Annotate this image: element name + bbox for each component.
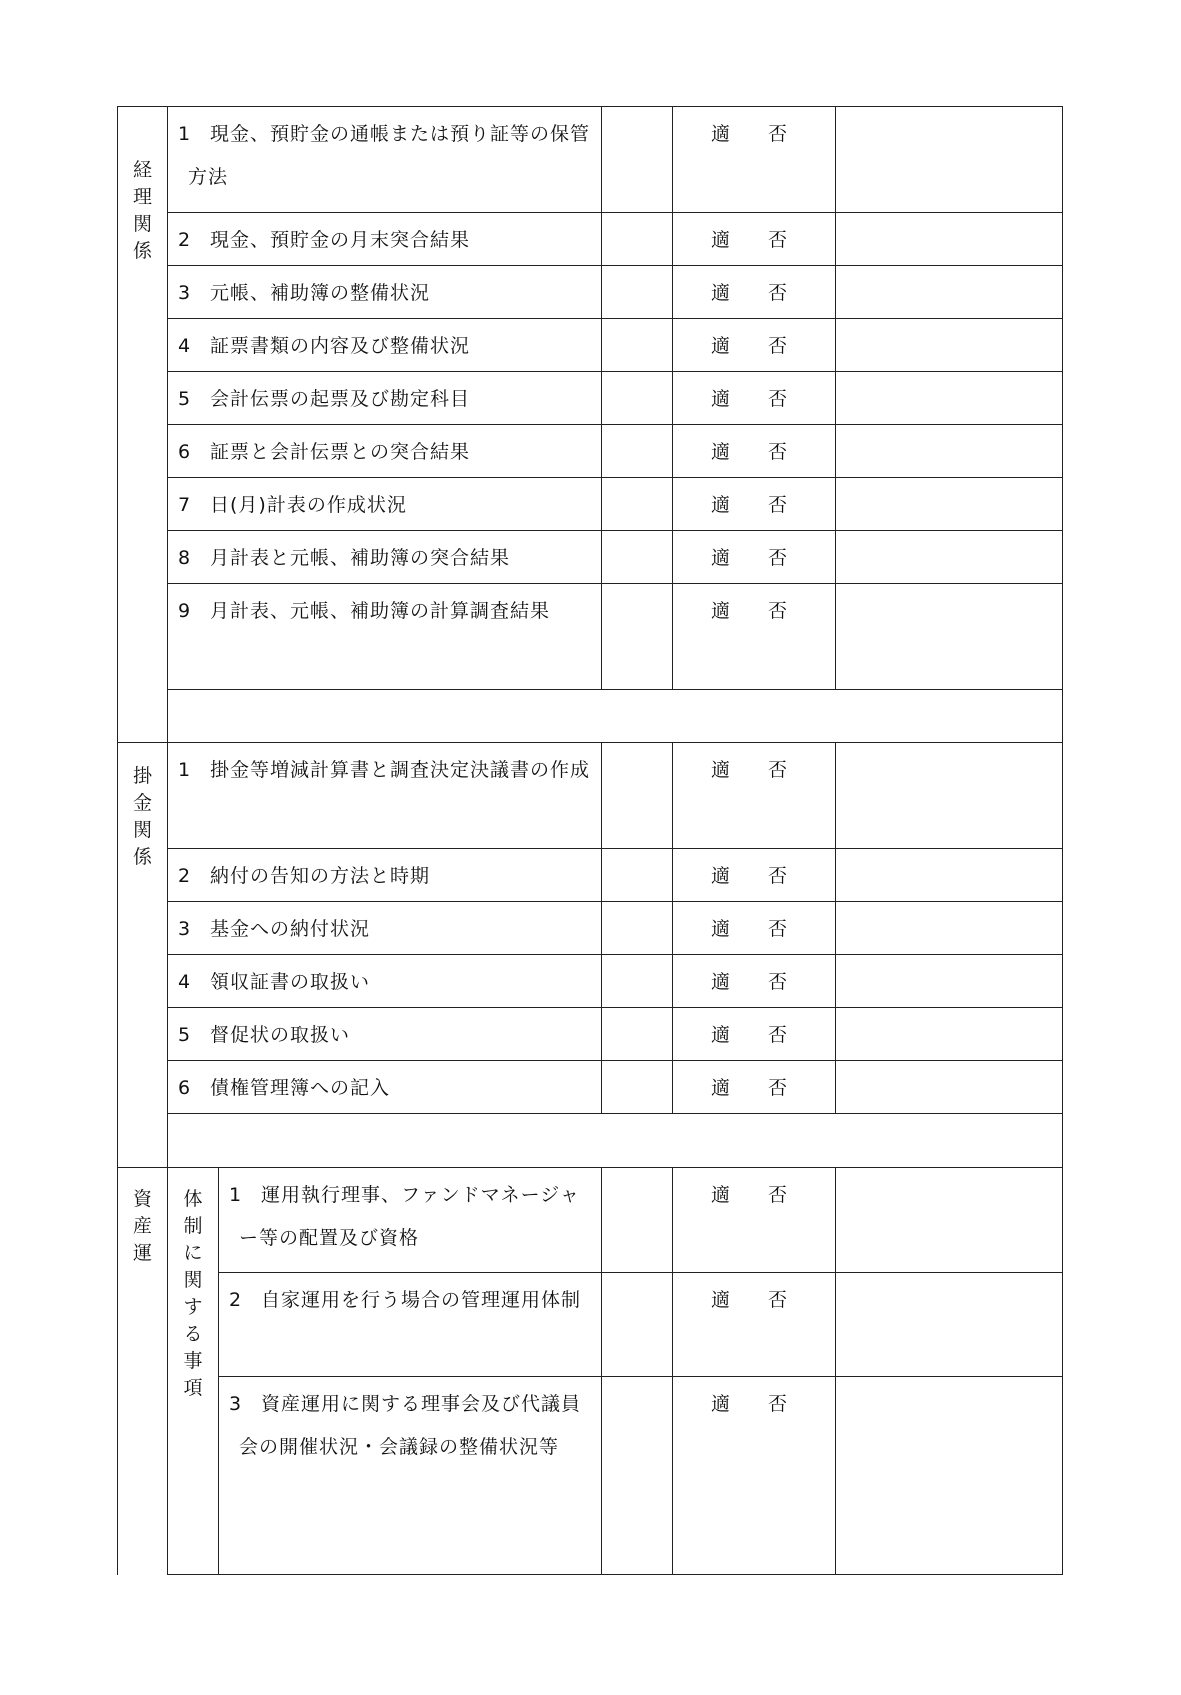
check-item (168, 266, 602, 319)
judgement-cell (673, 478, 836, 531)
table-row (118, 107, 1063, 213)
check-cell[interactable] (602, 902, 673, 955)
judge-ng-option[interactable]: 否 (768, 494, 788, 516)
item-number: 3 (229, 1393, 243, 1415)
judgement-cell (673, 1168, 836, 1273)
section-label (118, 107, 168, 743)
item-number: 6 (178, 1077, 192, 1099)
section-label-char: 運 (132, 1242, 152, 1264)
remarks-cell[interactable] (836, 902, 1063, 955)
judge-ng-option[interactable]: 否 (768, 1184, 788, 1206)
judgement-cell (673, 319, 836, 372)
item-number: 8 (178, 547, 192, 569)
judge-ok-option[interactable]: 適 (711, 229, 731, 251)
table-row (118, 1377, 1063, 1575)
remarks-cell[interactable] (836, 478, 1063, 531)
judgement-cell (673, 584, 836, 690)
check-cell[interactable] (602, 213, 673, 266)
table-row (118, 372, 1063, 425)
remarks-cell[interactable] (836, 1168, 1063, 1273)
table-row (118, 1273, 1063, 1377)
check-item (168, 425, 602, 478)
item-text: 現金、預貯金の通帳または預り証等の保管方法 (188, 123, 591, 188)
item-text: 月計表、元帳、補助簿の計算調査結果 (210, 600, 551, 622)
judge-ok-option[interactable]: 適 (711, 1024, 731, 1046)
section-label-char: 金 (132, 792, 152, 814)
section-label-char: 係 (132, 846, 152, 868)
item-text: 領収証書の取扱い (210, 971, 371, 993)
check-item (168, 1008, 602, 1061)
remarks-cell[interactable] (836, 584, 1063, 690)
check-item (168, 849, 602, 902)
judge-ok-option[interactable]: 適 (711, 1393, 731, 1415)
section-label-char: 経 (132, 159, 152, 181)
remarks-cell[interactable] (836, 1008, 1063, 1061)
table-row (118, 849, 1063, 902)
judge-ng-option[interactable]: 否 (768, 918, 788, 940)
item-text: 督促状の取扱い (210, 1024, 351, 1046)
judge-ok-option[interactable]: 適 (711, 388, 731, 410)
section-label-char: 産 (132, 1215, 152, 1237)
judge-ng-option[interactable]: 否 (768, 971, 788, 993)
section-label-char: 係 (132, 240, 152, 262)
judgement-cell (673, 1377, 836, 1575)
judge-ng-option[interactable]: 否 (768, 388, 788, 410)
check-item (168, 372, 602, 425)
item-text: 月計表と元帳、補助簿の突合結果 (210, 547, 511, 569)
item-text: 掛金等増減計算書と調査決定決議書の作成 (210, 759, 591, 781)
judge-ng-option[interactable]: 否 (768, 1077, 788, 1099)
section-label-char: 事 (183, 1350, 203, 1372)
item-number: 6 (178, 441, 192, 463)
table-row (118, 531, 1063, 584)
section-label-char: 関 (132, 213, 152, 235)
table-row (118, 584, 1063, 690)
check-cell[interactable] (602, 743, 673, 849)
remarks-cell[interactable] (836, 849, 1063, 902)
item-number: 4 (178, 971, 192, 993)
check-cell[interactable] (602, 425, 673, 478)
item-number: 2 (178, 229, 192, 251)
item-text: 現金、預貯金の月末突合結果 (210, 229, 471, 251)
remarks-cell[interactable] (836, 955, 1063, 1008)
item-text: 日(月)計表の作成状況 (210, 494, 407, 516)
check-cell[interactable] (602, 1168, 673, 1273)
check-cell[interactable] (602, 1377, 673, 1575)
item-number: 2 (178, 865, 192, 887)
check-item (168, 319, 602, 372)
judge-ng-option[interactable]: 否 (768, 335, 788, 357)
check-item (168, 478, 602, 531)
item-text: 元帳、補助簿の整備状況 (210, 282, 431, 304)
item-number: 1 (178, 123, 192, 145)
check-cell[interactable] (602, 478, 673, 531)
judge-ok-option[interactable]: 適 (711, 865, 731, 887)
check-cell[interactable] (602, 266, 673, 319)
table-row (118, 902, 1063, 955)
judge-ng-option[interactable]: 否 (768, 229, 788, 251)
item-text: 自家運用を行う場合の管理運用体制 (261, 1289, 582, 1311)
section-label-char: 掛 (132, 765, 152, 787)
check-item (168, 584, 602, 690)
section-label-char: 理 (132, 186, 152, 208)
remarks-cell[interactable] (836, 266, 1063, 319)
judge-ok-option[interactable]: 適 (711, 971, 731, 993)
section-label (118, 1168, 168, 1575)
remarks-cell[interactable] (836, 213, 1063, 266)
remarks-cell[interactable] (836, 1273, 1063, 1377)
judge-ok-option[interactable]: 適 (711, 1184, 731, 1206)
table-row (118, 319, 1063, 372)
section-label-char: 項 (183, 1377, 203, 1399)
judge-ng-option[interactable]: 否 (768, 1289, 788, 1311)
judge-ng-option[interactable]: 否 (768, 1024, 788, 1046)
section-label-char: 関 (132, 819, 152, 841)
item-text: 納付の告知の方法と時期 (210, 865, 431, 887)
judgement-cell (673, 425, 836, 478)
judge-ok-option[interactable]: 適 (711, 918, 731, 940)
judge-ok-option[interactable]: 適 (711, 1289, 731, 1311)
section-label-char: す (183, 1296, 203, 1318)
judgement-cell (673, 902, 836, 955)
judge-ok-option[interactable]: 適 (711, 123, 731, 145)
item-text: 運用執行理事、ファンドマネージャー等の配置及び資格 (239, 1184, 580, 1249)
judge-ng-option[interactable]: 否 (768, 1393, 788, 1415)
judgement-cell (673, 1008, 836, 1061)
judge-ok-option[interactable]: 適 (711, 282, 731, 304)
check-item (168, 107, 602, 213)
check-cell[interactable] (602, 107, 673, 213)
item-text: 証票と会計伝票との突合結果 (210, 441, 471, 463)
judge-ok-option[interactable]: 適 (711, 759, 731, 781)
check-cell[interactable] (602, 849, 673, 902)
check-item (219, 1377, 602, 1575)
judge-ng-option[interactable]: 否 (768, 123, 788, 145)
remarks-cell[interactable] (836, 319, 1063, 372)
item-number: 7 (178, 494, 192, 516)
item-text: 会計伝票の起票及び勘定科目 (210, 388, 471, 410)
judge-ng-option[interactable]: 否 (768, 759, 788, 781)
table-row (118, 266, 1063, 319)
judgement-cell (673, 955, 836, 1008)
judge-ok-option[interactable]: 適 (711, 494, 731, 516)
table-row (118, 1061, 1063, 1114)
section-label-char: る (183, 1323, 203, 1345)
check-item (168, 743, 602, 849)
remarks-cell[interactable] (836, 372, 1063, 425)
audit-checklist-table (117, 106, 1063, 1575)
check-cell[interactable] (602, 319, 673, 372)
check-item (168, 1061, 602, 1114)
check-item (219, 1273, 602, 1377)
check-cell[interactable] (602, 1273, 673, 1377)
item-number: 1 (229, 1184, 243, 1206)
judge-ng-option[interactable]: 否 (768, 441, 788, 463)
check-cell[interactable] (602, 1061, 673, 1114)
check-item (219, 1168, 602, 1273)
judge-ng-option[interactable]: 否 (768, 547, 788, 569)
judge-ok-option[interactable]: 適 (711, 547, 731, 569)
judgement-cell (673, 743, 836, 849)
section-label (118, 743, 168, 1168)
judge-ng-option[interactable]: 否 (768, 282, 788, 304)
blank-cell[interactable] (168, 1114, 1063, 1168)
judge-ng-option[interactable]: 否 (768, 865, 788, 887)
item-text: 資産運用に関する理事会及び代議員会の開催状況・会議録の整備状況等 (239, 1393, 582, 1458)
item-text: 債権管理簿への記入 (210, 1077, 391, 1099)
table-row (118, 955, 1063, 1008)
judge-ok-option[interactable]: 適 (711, 441, 731, 463)
table-row (118, 1008, 1063, 1061)
section-label-char: 体 (183, 1188, 203, 1210)
judgement-cell (673, 213, 836, 266)
check-cell[interactable] (602, 584, 673, 690)
judgement-cell (673, 1061, 836, 1114)
section-label-char: 制 (183, 1215, 203, 1237)
item-number: 3 (178, 918, 192, 940)
blank-row (118, 690, 1063, 743)
remarks-cell[interactable] (836, 743, 1063, 849)
item-number: 9 (178, 600, 192, 622)
remarks-cell[interactable] (836, 1061, 1063, 1114)
judgement-cell (673, 849, 836, 902)
item-number: 3 (178, 282, 192, 304)
judgement-cell (673, 531, 836, 584)
check-cell[interactable] (602, 955, 673, 1008)
judge-ng-option[interactable]: 否 (768, 600, 788, 622)
judgement-cell (673, 266, 836, 319)
blank-cell[interactable] (168, 690, 1063, 743)
blank-row (118, 1114, 1063, 1168)
judgement-cell (673, 372, 836, 425)
section-label-char: 関 (183, 1269, 203, 1291)
check-cell[interactable] (602, 531, 673, 584)
remarks-cell[interactable] (836, 425, 1063, 478)
check-cell[interactable] (602, 372, 673, 425)
check-item (168, 213, 602, 266)
item-text: 証票書類の内容及び整備状況 (210, 335, 471, 357)
item-number: 5 (178, 388, 192, 410)
item-number: 4 (178, 335, 192, 357)
remarks-cell[interactable] (836, 531, 1063, 584)
table-row (118, 1168, 1063, 1273)
item-number: 1 (178, 759, 192, 781)
item-number: 5 (178, 1024, 192, 1046)
section-label-char: 資 (132, 1188, 152, 1210)
table-row (118, 743, 1063, 849)
judge-ok-option[interactable]: 適 (711, 335, 731, 357)
item-text: 基金への納付状況 (210, 918, 371, 940)
check-item (168, 531, 602, 584)
table-row (118, 213, 1063, 266)
check-cell[interactable] (602, 1008, 673, 1061)
check-item (168, 955, 602, 1008)
judge-ok-option[interactable]: 適 (711, 1077, 731, 1099)
judge-ok-option[interactable]: 適 (711, 600, 731, 622)
check-item (168, 902, 602, 955)
item-number: 2 (229, 1289, 243, 1311)
section-label-char: に (183, 1242, 203, 1264)
table-row (118, 478, 1063, 531)
judgement-cell (673, 1273, 836, 1377)
table-row (118, 425, 1063, 478)
remarks-cell[interactable] (836, 107, 1063, 213)
section-label (168, 1168, 219, 1575)
remarks-cell[interactable] (836, 1377, 1063, 1575)
judgement-cell (673, 107, 836, 213)
